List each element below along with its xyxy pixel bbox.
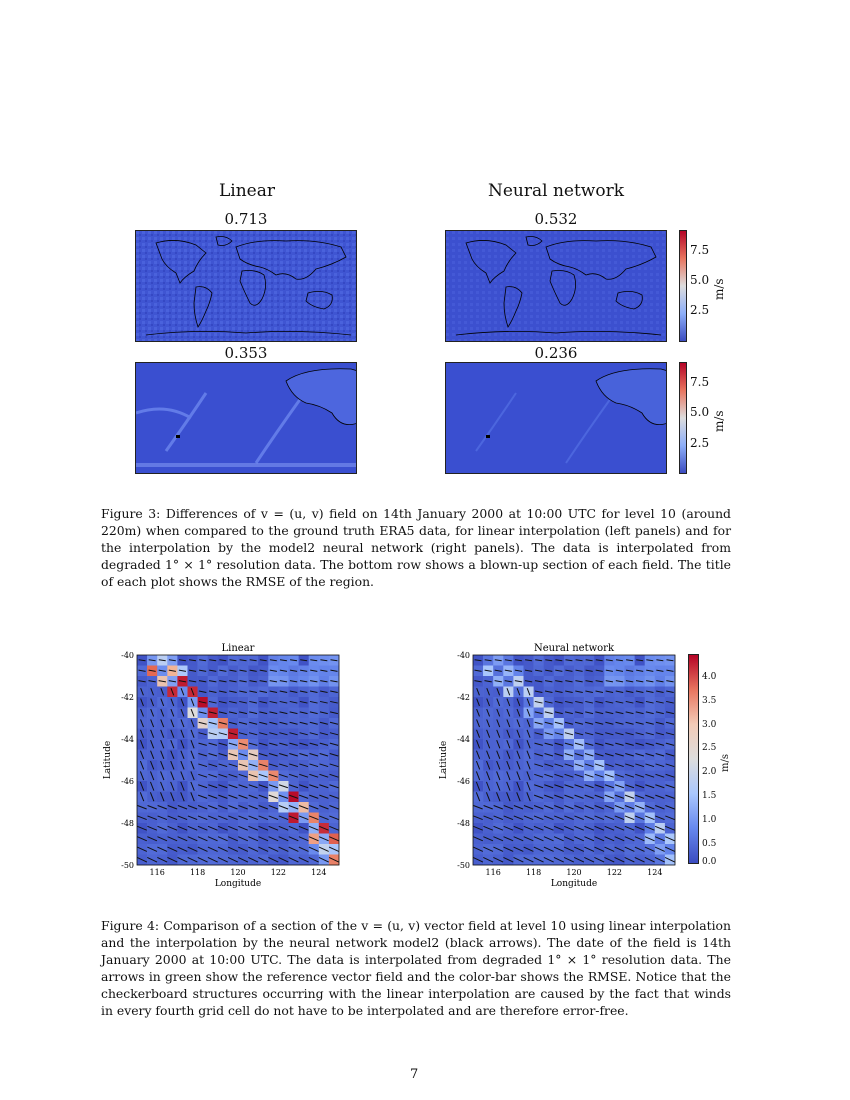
x-tick-label: 118	[525, 868, 542, 877]
x-tick-label: 122	[606, 868, 623, 877]
fig3-cb-top-tick: 5.0	[690, 273, 710, 287]
fig3-rmse-top-left: 0.713	[224, 210, 268, 228]
y-tick-label: -40	[121, 651, 134, 660]
y-tick-label: -48	[121, 819, 134, 828]
y-axis-label: Latitude	[103, 740, 113, 780]
x-tick-label: 116	[485, 868, 501, 877]
fig3-cb-bottom-tick: 2.5	[690, 436, 710, 450]
fig4-cb-tick: 1.5	[702, 791, 717, 801]
figure4-caption	[101, 917, 731, 1019]
figure4-caption-prefix: Figure 4:	[101, 918, 160, 933]
fig4-cb-tick: 3.0	[702, 720, 717, 730]
fig4-cb-tick: 2.5	[702, 743, 717, 753]
y-tick-label: -50	[457, 861, 470, 870]
fig4-panel-linear	[100, 640, 350, 890]
chart-title: Neural network	[533, 643, 615, 654]
x-tick-label: 124	[311, 868, 327, 877]
fig3-rmse-bottom-right: 0.236	[534, 344, 578, 362]
fig3-map-zoom-linear	[135, 362, 357, 474]
y-tick-label: -46	[457, 777, 470, 786]
y-tick-label: -44	[457, 735, 470, 744]
figure3-caption	[101, 505, 731, 590]
fig3-map-global-linear	[135, 230, 357, 342]
fig4-colorbar	[688, 654, 699, 864]
fig4-cb-tick: 0.0	[702, 857, 717, 867]
fig4-cb-tick: 0.5	[702, 839, 717, 849]
x-tick-label: 116	[149, 868, 165, 877]
x-axis-label: Longitude	[214, 879, 262, 889]
y-tick-label: -44	[121, 735, 134, 744]
y-tick-label: -48	[457, 819, 470, 828]
fig3-cb-bottom-unit: m/s	[712, 410, 726, 432]
fig3-cb-top-tick: 7.5	[690, 243, 710, 257]
x-tick-label: 120	[230, 868, 246, 877]
figure4-caption-text: Comparison of a section of the v = (u, v) vector field at level 10 using linear interpolation and the interpolation by the neural network model2 (black arrows). The date of the field is 14th January 2000 at 10:00 UTC. The data is interpolated from degraded 1° × 1° resolution data. The arrows in green show the reference vector field and the color-bar shows the RMSE. Notice that the checkerboard structures occurring with the linear interpolation are caused by the fact that winds in every fourth grid cell do not have to be interpolated and are therefore error-free.	[101, 918, 731, 1018]
fig3-cb-bottom-tick: 5.0	[690, 405, 710, 419]
y-tick-label: -40	[457, 651, 470, 660]
fig4-cb-tick: 1.0	[702, 815, 717, 825]
fig3-col-title-linear: Linear	[219, 181, 275, 201]
x-tick-label: 118	[189, 868, 206, 877]
y-tick-label: -50	[121, 861, 134, 870]
fig3-rmse-bottom-left: 0.353	[224, 344, 268, 362]
y-tick-label: -42	[121, 693, 134, 702]
y-axis-label: Latitude	[439, 740, 449, 780]
fig3-colorbar-bottom	[679, 362, 687, 474]
fig4-panel-neural	[436, 640, 686, 890]
fig3-cb-top-unit: m/s	[712, 278, 726, 300]
fig4-cb-tick: 2.0	[702, 767, 717, 777]
fig3-map-zoom-neural	[445, 362, 667, 474]
figure3-caption-prefix: Figure 3:	[101, 506, 161, 521]
fig3-cb-top-tick: 2.5	[690, 303, 710, 317]
fig4-heatmap-linear	[100, 640, 350, 890]
chart-title: Linear	[221, 643, 255, 654]
fig4-cb-tick: 3.5	[702, 696, 717, 706]
x-tick-label: 124	[647, 868, 663, 877]
figure3-caption-text: Differences of v = (u, v) field on 14th January 2000 at 10:00 UTC for level 10 (around 220m) when compared to the ground truth ERA5 data, for linear interpolation (left panels) and for the interpolation by the model2 neural network (right panels). The data is interpolated from degraded 1° × 1° resolution data. The bottom row shows a blown-up section of each field. The title of each plot shows the RMSE of the region.	[101, 506, 731, 589]
page-number: 7	[410, 1067, 419, 1082]
fig4-cb-unit: m/s	[720, 754, 731, 772]
x-tick-label: 122	[270, 868, 287, 877]
y-tick-label: -42	[457, 693, 470, 702]
fig3-cb-bottom-tick: 7.5	[690, 375, 710, 389]
fig3-map-global-neural	[445, 230, 667, 342]
y-tick-label: -46	[121, 777, 134, 786]
fig3-colorbar-top	[679, 230, 687, 342]
x-axis-label: Longitude	[550, 879, 598, 889]
fig4-heatmap-neural	[436, 640, 686, 890]
x-tick-label: 120	[566, 868, 582, 877]
fig3-col-title-neural: Neural network	[487, 181, 625, 201]
fig3-rmse-top-right: 0.532	[534, 210, 578, 228]
fig4-cb-tick: 4.0	[702, 672, 717, 682]
